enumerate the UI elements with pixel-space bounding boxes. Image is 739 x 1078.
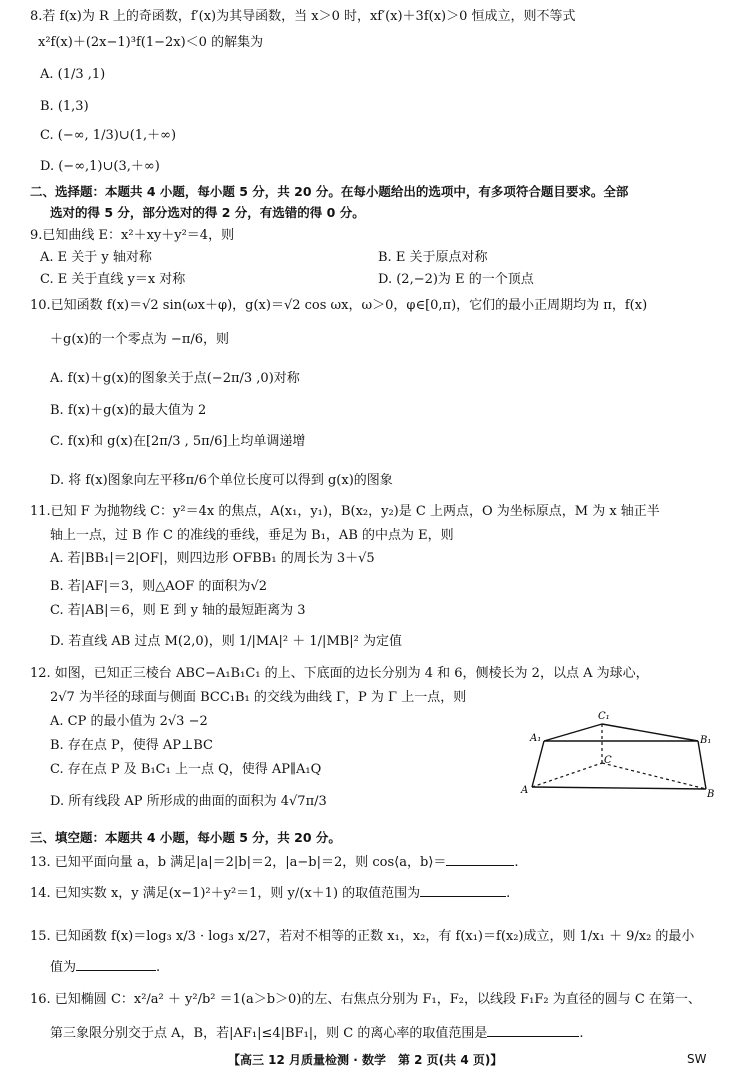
page-footer: 【高三 12 月质量检测 · 数学 第 2 页(共 4 页)】 [228, 1053, 503, 1067]
label-a1: A₁ [530, 733, 542, 744]
q12-option-c: C. 存在点 P 及 B₁C₁ 上一点 Q，使得 AP∥A₁Q [50, 762, 322, 777]
q9-option-d: D. (2,−2)为 E 的一个顶点 [378, 272, 534, 287]
q15-answer-blank[interactable] [76, 958, 156, 971]
q11-option-d: D. 若直线 AB 过点 M(2,0)，则 1/|MA|² ＋ 1/|MB|² 为定值 [50, 634, 403, 649]
q9-option-a: A. E 关于 y 轴对称 [40, 250, 152, 265]
q16-line2 [50, 1024, 584, 1043]
q8-option-a: A. (1/3 ,1) [40, 67, 106, 82]
q8-stem-line1: 8.若 f(x)为 R 上的奇函数，f′(x)为其导函数，当 x＞0 时，xf′(x)＋3f(x)＞0 恒成立，则不等式 [30, 9, 576, 24]
footer-code: SW [687, 1052, 707, 1066]
q10-option-d: D. 将 f(x)图象向左平移π/6个单位长度可以得到 g(x)的图象 [50, 473, 393, 488]
q12-option-d: D. 所有线段 AP 所形成的曲面的面积为 4√7π/3 [50, 794, 327, 809]
edge-a1c1 [544, 724, 602, 741]
q11-stem-line1: 11.已知 F 为抛物线 C：y²＝4x 的焦点，A(x₁，y₁)，B(x₂，y₂)是 C 上两点，O 为坐标原点，M 为 x 轴正半 [30, 504, 660, 519]
q13-answer-blank[interactable] [446, 853, 514, 866]
q16-answer-blank[interactable] [487, 1024, 579, 1037]
q16-stem-line2: 第三象限分别交于点 A，B，若|AF₁|≤4|BF₁|，则 C 的离心率的取值范围是 [50, 1026, 488, 1041]
edge-cb-hidden [602, 763, 706, 789]
q9-option-b: B. E 关于原点对称 [378, 250, 488, 265]
q16-end: . [579, 1026, 584, 1041]
section3-header: 三、填空题：本题共 4 小题，每小题 5 分，共 20 分。 [30, 830, 341, 845]
q12-option-b: B. 存在点 P，使得 AP⊥BC [50, 738, 213, 753]
q8-option-d: D. (−∞,1)∪(3,＋∞) [40, 159, 160, 174]
q9-option-c: C. E 关于直线 y＝x 对称 [40, 272, 186, 287]
q15-stem-line1: 15. 已知函数 f(x)＝log₃ x/3 · log₃ x/27，若对不相等的正数 x₁，x₂，有 f(x₁)＝f(x₂)成立，则 1/x₁ ＋ 9/x₂ 的最小 [30, 929, 695, 944]
q13-line [30, 853, 519, 872]
edge-aa1 [532, 741, 544, 787]
q14-stem: 14. 已知实数 x，y 满足(x−1)²＋y²＝1，则 y/(x＋1) 的取值范围为 [30, 886, 421, 901]
q10-option-c: C. f(x)和 g(x)在[2π/3 , 5π/6]上均单调递增 [50, 434, 306, 449]
q8-option-b: B. (1,3) [40, 99, 89, 114]
q14-line [30, 884, 510, 903]
section2-header-line1: 二、选择题：本题共 4 小题，每小题 5 分，共 20 分。在每小题给出的选项中，有多项符合题目要求。全部 [30, 184, 629, 199]
q15-end: . [156, 960, 161, 975]
q15-stem-line2: 值为 [50, 960, 77, 975]
edge-c1b1 [602, 724, 698, 741]
label-b: B [707, 789, 715, 800]
q12-stem-line2: 2√7 为半径的球面与侧面 BCC₁B₁ 的交线为曲线 Γ，P 为 Γ 上一点，则 [50, 690, 467, 705]
q11-option-c: C. 若|AB|＝6，则 E 到 y 轴的最短距离为 3 [50, 603, 306, 618]
edge-ac-hidden [532, 763, 602, 787]
q10-option-a: A. f(x)＋g(x)的图象关于点(−2π/3 ,0)对称 [50, 371, 300, 386]
q13-end: . [514, 855, 519, 870]
q11-stem-line2: 轴上一点，过 B 作 C 的准线的垂线，垂足为 B₁，AB 的中点为 E，则 [50, 528, 454, 543]
q8-option-c: C. (−∞, 1/3)∪(1,＋∞) [40, 128, 177, 143]
q15-line2 [50, 958, 160, 977]
q8-stem-line2: x²f(x)＋(2x−1)³f(1−2x)＜0 的解集为 [38, 35, 264, 50]
q12-stem-line1: 12. 如图，已知正三棱台 ABC−A₁B₁C₁ 的上、下底面的边长分别为 4 和 6，侧棱长为 2，以点 A 为球心， [30, 666, 649, 681]
frustum-figure [518, 705, 718, 800]
q11-option-a: A. 若|BB₁|＝2|OF|，则四边形 OFBB₁ 的周长为 3＋√5 [50, 551, 375, 566]
q16-stem-line1: 16. 已知椭圆 C：x²/a² ＋ y²/b² ＝1(a＞b＞0)的左、右焦点分别为 F₁，F₂，以线段 F₁F₂ 为直径的圆与 C 在第一、 [30, 992, 701, 1007]
label-a: A [521, 785, 529, 796]
q11-option-b: B. 若|AF|＝3，则△AOF 的面积为√2 [50, 579, 268, 594]
q10-stem-line2: ＋g(x)的一个零点为 −π/6，则 [50, 332, 230, 347]
q14-end: . [506, 886, 511, 901]
q13-stem: 13. 已知平面向量 a，b 满足|a|＝2|b|＝2，|a−b|＝2，则 cos⟨a，b⟩＝ [30, 855, 447, 870]
label-c: C [604, 755, 612, 766]
q14-answer-blank[interactable] [420, 884, 506, 897]
edge-ab [532, 787, 706, 789]
q12-option-a: A. CP 的最小值为 2√3 −2 [50, 714, 208, 729]
label-b1: B₁ [700, 735, 712, 746]
edge-bb1 [698, 741, 706, 789]
q10-stem-line1: 10.已知函数 f(x)＝√2 sin(ωx＋φ)，g(x)＝√2 cos ωx，ω＞0，φ∈[0,π)，它们的最小正周期均为 π，f(x) [30, 298, 648, 313]
label-c1: C₁ [598, 711, 610, 722]
q9-stem: 9.已知曲线 E：x²＋xy＋y²＝4，则 [30, 228, 235, 243]
q10-option-b: B. f(x)＋g(x)的最大值为 2 [50, 403, 207, 418]
section2-header-line2: 选对的得 5 分，部分选对的得 2 分，有选错的得 0 分。 [50, 205, 365, 220]
